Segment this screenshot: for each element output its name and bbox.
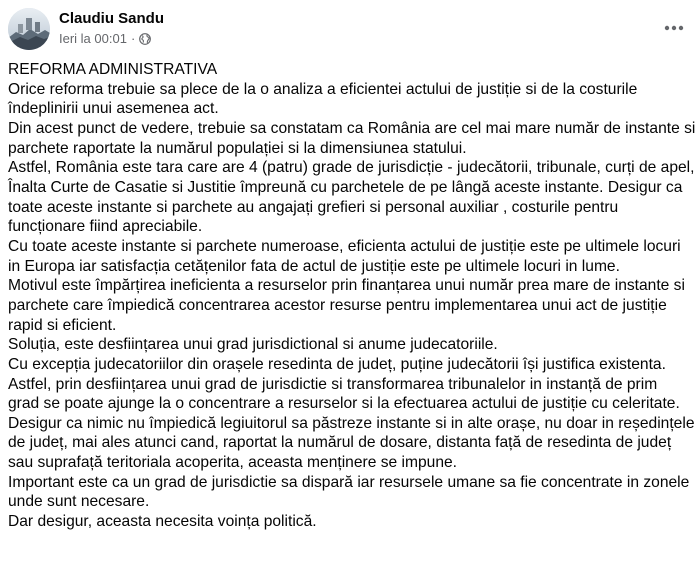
author-name[interactable]: Claudiu Sandu bbox=[59, 10, 164, 27]
post-header bbox=[8, 8, 692, 50]
post-text bbox=[8, 60, 698, 532]
post-text-line: Important este ca un grad de jurisdictie sa dispară iar resursele umane sa fie concentrate in zonele bbox=[8, 473, 690, 491]
avatar[interactable] bbox=[8, 8, 50, 50]
post-text-line: de județ, mai ales atunci cand, raportat la numărul de dosare, distanta față de resedinta de județ bbox=[8, 434, 672, 452]
post-meta bbox=[59, 31, 151, 47]
post-text-line: Din acest punct de vedere, trebuie sa constatam ca România are cel mai mare număr de instante si bbox=[8, 119, 696, 137]
globe-icon[interactable] bbox=[139, 33, 151, 45]
post-text-line: toate aceste instante si parchete au angajați grefieri si personal auxiliar , costurile pentru bbox=[8, 198, 619, 216]
post-text-line: Orice reforma trebuie sa plece de la o analiza a eficientei actului de justiție si de la costurile bbox=[8, 80, 638, 98]
post-text-line: in Europa iar satisfacția cetățenilor fata de actul de justiție este pe ultimele locuri in lume. bbox=[8, 257, 620, 275]
post-text-line: Înalta Curte de Casatie si Justitie împreună cu parchetele de pe lângă aceste instante. Desigur ca bbox=[8, 178, 683, 196]
post-text-line: grad se poate ajunge la o concentrare a resurselor si la efectuarea actului de justiție cu celeritate. bbox=[8, 395, 680, 413]
post-text-line: parchete care împiedică concentrarea acestor resurse pentru implementarea unui act de justiție bbox=[8, 296, 667, 314]
more-options-button[interactable] bbox=[660, 14, 688, 42]
post-text-line: rapid si eficient. bbox=[8, 316, 117, 334]
post-text-line: Astfel, România este tara care are 4 (patru) grade de jurisdicție - judecătorii, tribunale, curți de apel, bbox=[8, 159, 695, 177]
post-text-line: Desigur ca nimic nu împiedică legiuitorul sa păstreze instante si in alte orașe, nu doar in reședințele bbox=[8, 414, 695, 432]
more-options-icon bbox=[664, 25, 684, 31]
post-timestamp[interactable]: Ieri la 00:01 bbox=[59, 31, 127, 46]
post-text-line: sau suprafață teritoriala acoperita, aceasta menținere se impune. bbox=[8, 454, 458, 472]
post-text-line: parchete raportate la numărul populației si la dimensiunea statului. bbox=[8, 139, 467, 157]
post-text-line: Soluția, este desființarea unui grad jurisdictional si anume judecatoriile. bbox=[8, 336, 498, 354]
post-text-line: Motivul este împărțirea ineficienta a resurselor prin finanțarea unui număr prea mare de instante si bbox=[8, 277, 685, 295]
profile-photo-icon bbox=[8, 8, 50, 50]
meta-separator: · bbox=[130, 31, 136, 46]
post-text-line: Cu excepția judecatoriilor din orașele resedinta de județ, puține judecătorii își justifica existenta. bbox=[8, 355, 666, 373]
post-text-line: funcționare fiind apreciabile. bbox=[8, 218, 203, 236]
post-title-line: REFORMA ADMINISTRATIVA bbox=[8, 61, 218, 78]
post-text-line: Cu toate aceste instante si parchete numeroase, eficienta actului de justiție este pe ultimele locuri bbox=[8, 237, 681, 255]
post-text-line: unde sunt necesare. bbox=[8, 493, 150, 511]
post-text-line: îndeplinirii unui asemenea act. bbox=[8, 100, 219, 118]
post-text-line: Astfel, prin desființarea unui grad de jurisdictie si transformarea tribunalelor in instanță de prim bbox=[8, 375, 658, 393]
post-text-line: Dar desigur, aceasta necesita voința politică. bbox=[8, 513, 317, 531]
